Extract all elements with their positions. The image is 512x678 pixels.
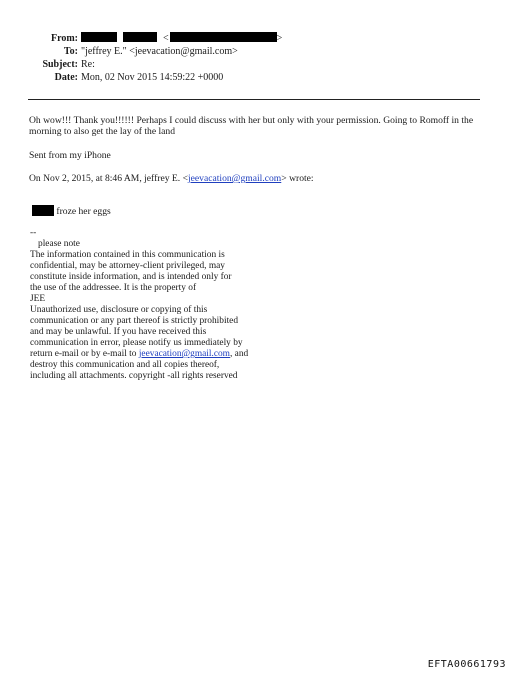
- disclaimer-line: the use of the addressee. It is the property of: [30, 283, 197, 293]
- redaction-box: [123, 32, 157, 42]
- date-value: Mon, 02 Nov 2015 14:59:22 +0000: [81, 72, 224, 83]
- signature: Sent from my iPhone: [29, 150, 111, 161]
- disclaimer-line: communication in error, please notify us immediately by: [30, 338, 243, 348]
- quoted-message: [32, 205, 487, 217]
- disclaimer-note: please note: [38, 239, 80, 249]
- quote-attribution: [29, 173, 484, 184]
- disclaimer-line: and may be unlawful. If you have received this: [30, 327, 207, 337]
- quoted-text: froze her eggs: [56, 206, 111, 217]
- from-row: [0, 32, 512, 45]
- redaction-box: [32, 205, 54, 216]
- date-row: [0, 71, 512, 84]
- quote-email-link[interactable]: jeevacation@gmail.com: [187, 173, 282, 184]
- subject-row: [0, 58, 512, 71]
- header-divider: [28, 99, 480, 100]
- message-body: Oh wow!!! Thank you!!!!!! Perhaps I could discuss with her but only with your permission. Going to Romoff in the morning to also get the lay of the land: [29, 115, 474, 137]
- disclaimer-dashes: --: [30, 228, 37, 238]
- disclaimer-line: including all attachments. copyright -all rights reserved: [30, 371, 238, 381]
- quote-suffix: > wrote:: [281, 173, 314, 184]
- disclaimer-email-line: [30, 349, 330, 360]
- subject-label: Subject:: [42, 59, 78, 70]
- document-id: EFTA00661793: [427, 659, 506, 670]
- disclaimer: [30, 228, 330, 382]
- disclaimer-line: constitute inside information, and is intended only for: [30, 272, 232, 282]
- disclaimer-line: destroy this communication and all copies thereof,: [30, 360, 220, 370]
- redaction-box: [170, 32, 277, 42]
- disclaimer-email-link[interactable]: jeevacation@gmail.com: [138, 349, 230, 359]
- email-header: [0, 32, 512, 84]
- disclaimer-email-prefix: return e-mail or by e-mail to: [30, 349, 139, 359]
- disclaimer-line: The information contained in this communication is: [30, 250, 225, 260]
- to-row: [0, 45, 512, 58]
- disclaimer-line: Unauthorized use, disclosure or copying of this: [30, 305, 208, 315]
- to-value: "jeffrey E." <jeevacation@gmail.com>: [81, 46, 238, 57]
- disclaimer-line: JEE: [30, 294, 46, 304]
- subject-value: Re:: [81, 59, 95, 70]
- date-label: Date:: [54, 72, 78, 83]
- from-label: From:: [50, 33, 78, 44]
- disclaimer-line: confidential, may be attorney-client privileged, may: [30, 261, 225, 271]
- disclaimer-email-suffix: , and: [229, 349, 249, 359]
- from-value: < >: [81, 32, 282, 45]
- redaction-box: [81, 32, 117, 42]
- quote-prefix: On Nov 2, 2015, at 8:46 AM, jeffrey E. <: [29, 173, 188, 184]
- disclaimer-line: communication or any part thereof is strictly prohibited: [30, 316, 239, 326]
- to-label: To:: [63, 46, 78, 57]
